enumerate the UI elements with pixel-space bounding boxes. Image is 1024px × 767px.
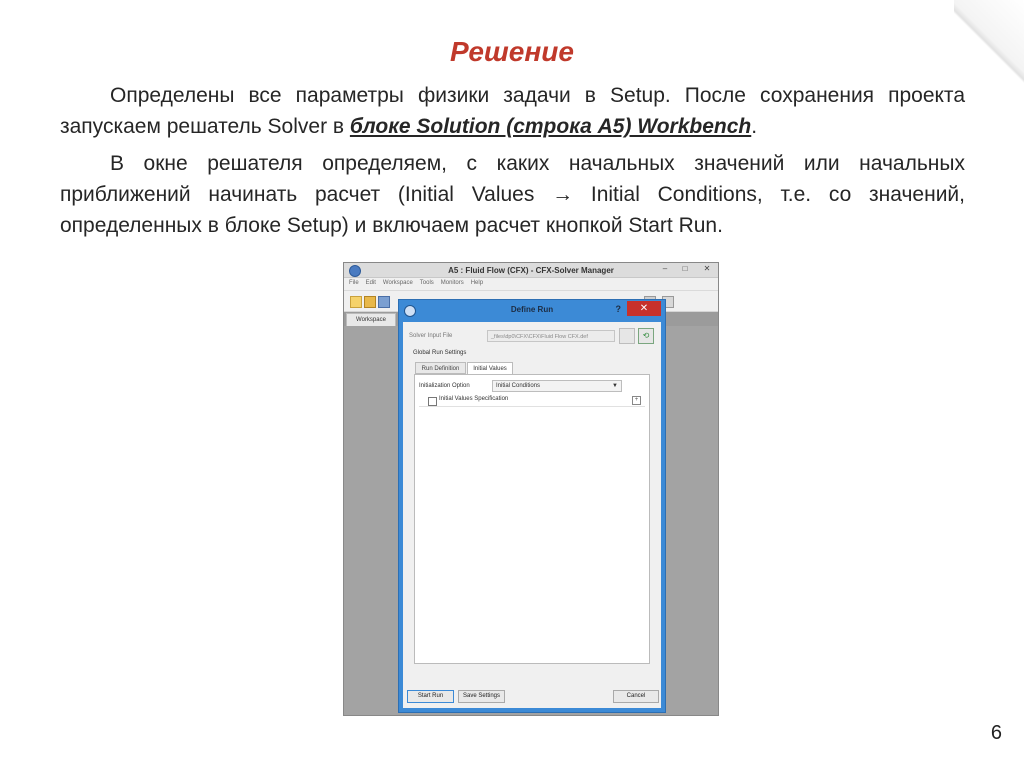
paragraph-1-emphasis: блоке Solution (строка А5) Workbench xyxy=(349,115,752,138)
browse-folder-icon[interactable] xyxy=(619,328,635,344)
open-folder-icon[interactable] xyxy=(364,296,376,308)
menu-monitors[interactable]: Monitors xyxy=(440,280,464,286)
dialog-close-button[interactable]: ✕ xyxy=(627,301,661,316)
chevron-down-icon: ▼ xyxy=(612,383,618,389)
manager-title-bar xyxy=(344,263,718,278)
global-run-settings-label: Global Run Settings xyxy=(413,350,467,356)
close-icon[interactable]: ✕ xyxy=(703,264,711,273)
solver-input-field[interactable]: _files\dp0\CFX\CFX\Fluid Flow CFX.def xyxy=(487,330,615,342)
menu-bar xyxy=(344,278,718,291)
menu-workspace[interactable]: Workspace xyxy=(382,280,413,286)
minimize-icon[interactable]: – xyxy=(662,264,668,273)
reload-file-icon[interactable]: ⟲ xyxy=(638,328,654,344)
workspace-tab[interactable]: Workspace xyxy=(346,313,396,327)
solver-input-label: Solver Input File xyxy=(409,333,453,339)
paragraph-2: В окне решателя определяем, с каких начальных значений или начальных приближений начинать расчет (Initial Values → Initial Conditions, т.е. со значений, определенных в блоке Setup) и включаем расчет кнопкой Start Run. xyxy=(60,152,965,237)
page-number: 6 xyxy=(990,722,1002,744)
save-icon[interactable] xyxy=(378,296,390,308)
maximize-icon[interactable]: □ xyxy=(682,264,688,273)
new-file-icon[interactable] xyxy=(350,296,362,308)
paragraph-1-text: Определены все параметры физики задачи в Setup. После сохранения проекта запускаем решатель Solver в xyxy=(60,84,965,138)
cancel-button[interactable]: Cancel xyxy=(613,690,659,703)
save-settings-button[interactable]: Save Settings xyxy=(458,690,505,703)
initial-values-spec-label: Initial Values Specification xyxy=(439,396,509,402)
menu-tools[interactable]: Tools xyxy=(419,280,434,286)
tab-run-definition[interactable]: Run Definition xyxy=(415,362,466,374)
menu-edit[interactable]: Edit xyxy=(365,280,376,286)
dialog-title-bar xyxy=(399,300,665,320)
initial-values-panel xyxy=(414,374,650,664)
help-icon[interactable]: ? xyxy=(615,304,621,314)
define-run-dialog xyxy=(398,299,666,713)
menu-help[interactable]: Help xyxy=(470,280,484,286)
start-run-button[interactable]: Start Run xyxy=(407,690,454,703)
initial-values-spec-checkbox[interactable] xyxy=(428,397,437,406)
manager-title: A5 : Fluid Flow (CFX) - CFX-Solver Manager xyxy=(448,266,614,275)
slide-title: Решение xyxy=(450,36,574,67)
paragraph-1-end: . xyxy=(751,115,758,138)
dialog-title: Define Run xyxy=(510,305,554,314)
tab-initial-values[interactable]: Initial Values xyxy=(467,362,513,375)
expand-icon[interactable]: + xyxy=(632,396,641,405)
menu-file[interactable]: File xyxy=(349,280,359,286)
dialog-body xyxy=(403,322,661,708)
paragraph-1 xyxy=(60,80,965,142)
initialization-option-value: Initial Conditions xyxy=(496,383,541,389)
initial-values-spec-row xyxy=(419,395,645,407)
initialization-option-label: Initialization Option xyxy=(419,383,470,389)
initialization-option-select[interactable] xyxy=(492,380,622,392)
solver-manager-screenshot xyxy=(343,262,719,716)
